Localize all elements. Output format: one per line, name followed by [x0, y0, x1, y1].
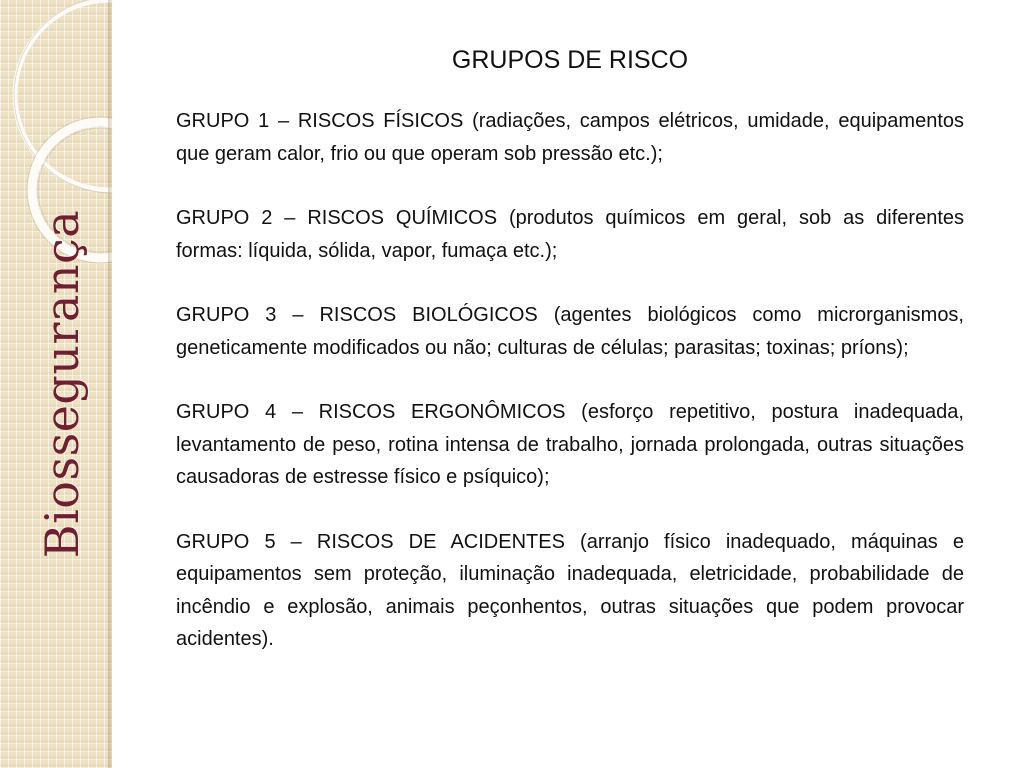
risk-group-5 [176, 526, 964, 656]
sidebar-title: Biossegurança [35, 209, 89, 559]
risk-group-4-description: (esforço repetitivo, postura inadequada, levantamento de peso, rotina intensa de trabalho, jornada prolongada, outras situações causadoras de estresse físico e psíquico); [176, 401, 964, 488]
sidebar-edge-shadow [108, 0, 112, 768]
risk-group-5-description: (arranjo físico inadequado, máquinas e equipamentos sem proteção, iluminação inadequada, eletricidade, probabilidade de incêndio e explosão, animais peçonhentos, outras situações que podem provocar acidentes). [176, 530, 964, 650]
risk-group-4-heading: GRUPO 4 – RISCOS ERGONÔMICOS [176, 401, 566, 423]
risk-group-3-heading: GRUPO 3 – RISCOS BIOLÓGICOS [176, 304, 538, 326]
risk-group-1 [176, 105, 964, 170]
risk-group-5-heading: GRUPO 5 – RISCOS DE ACIDENTES [176, 530, 565, 553]
risk-group-3 [176, 299, 964, 364]
risk-group-4 [176, 396, 964, 494]
risk-group-2-description: (produtos químicos em geral, sob as diferentes formas: líquida, sólida, vapor, fumaça etc.); [176, 207, 964, 262]
risk-group-3-description: (agentes biológicos como microrganismos, geneticamente modificados ou não; culturas de células; parasitas; toxinas; príons); [176, 304, 964, 359]
slide-title: GRUPOS DE RISCO [451, 46, 689, 74]
slide-content [176, 40, 964, 688]
risk-group-1-heading: GRUPO 1 – RISCOS FÍSICOS [176, 110, 464, 132]
risk-group-1-description: (radiações, campos elétricos, umidade, equipamentos que geram calor, frio ou que operam sob pressão etc.); [176, 110, 964, 165]
risk-group-2-heading: GRUPO 2 – RISCOS QUÍMICOS [176, 207, 498, 229]
risk-group-2 [176, 202, 964, 267]
